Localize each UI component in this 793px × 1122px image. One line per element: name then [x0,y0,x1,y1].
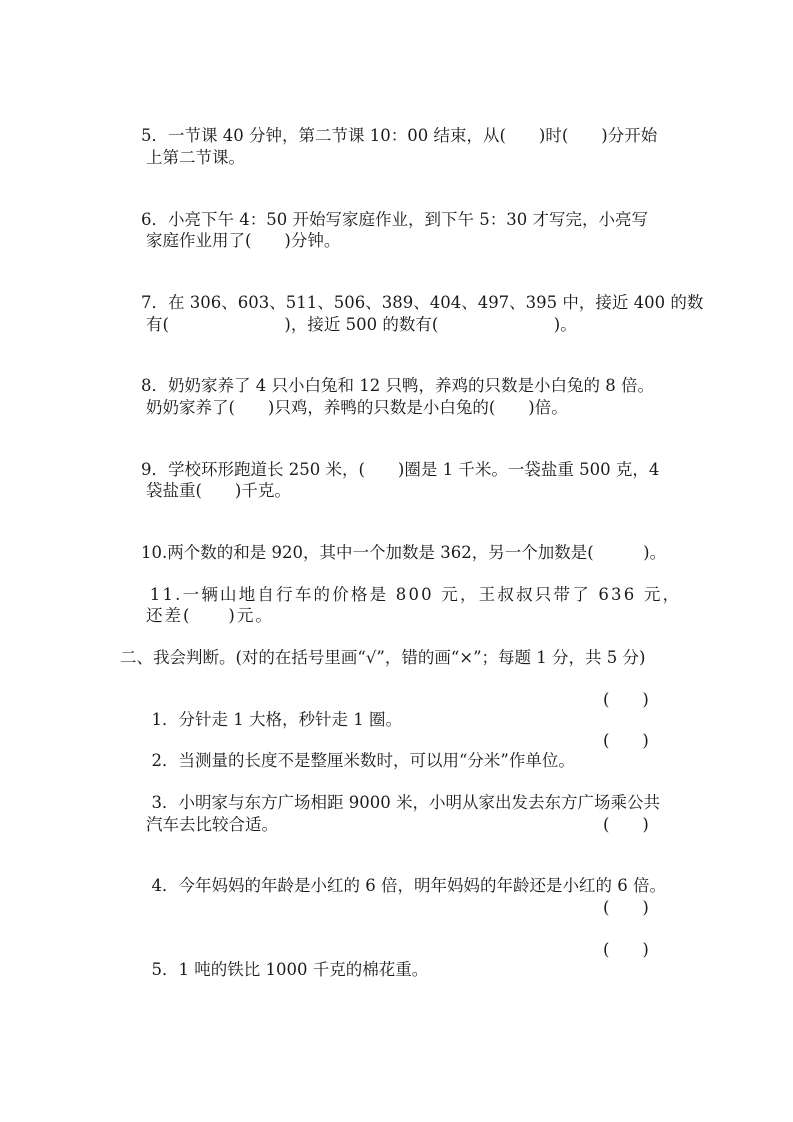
question-text-continued: 家庭作业用了( )分钟。 [146,231,341,250]
question-text: 小明家与东方广场相距 9000 米，小明从家出发去东方广场乘公共 [178,793,660,812]
question-number: 5． [140,126,168,145]
question-text: 在 306、603、511、506、389、404、497、395 中，接近 400 的数 [167,293,704,312]
question-number: 1． [151,710,179,729]
question-text-continued: 袋盐重( )千克。 [146,481,291,500]
question-text: 奶奶家养了 4 只小白兔和 12 只鸭，养鸡的只数是小白兔的 8 倍。 [167,376,654,395]
question-text: 一节课 40 分钟，第二节课 10：00 结束，从( )时( )分开始 [167,126,658,145]
question-text-continued: 上第二节课。 [146,148,245,167]
question-number: 7． [140,293,168,312]
question-text: 两个数的和是 920，其中一个加数是 362，另一个加数是( )。 [167,543,667,562]
question-text: 学校环形跑道长 250 米，( )圈是 1 千米。一袋盐重 500 克，4 [167,460,660,479]
question-number: 11. [149,585,183,604]
answer-box[interactable]: ( ) [603,690,649,709]
question-text-continued: 还差( )元。 [146,606,274,625]
answer-box[interactable]: ( ) [603,731,649,750]
answer-box[interactable]: ( ) [603,815,649,834]
question-text: 今年妈妈的年龄是小红的 6 倍，明年妈妈的年龄还是小红的 6 倍。 [178,876,666,895]
question-number: 6． [140,210,168,229]
question-text-continued: 奶奶家养了( )只鸡，养鸭的只数是小白兔的( )倍。 [146,398,568,417]
question-text: 一辆山地自行车的价格是 800 元，王叔叔只带了 636 元， [182,585,682,604]
question-text-continued: 有( )，接近 500 的数有( )。 [146,315,577,334]
section-heading: 二、我会判断。(对的在括号里画“√”，错的画“×”；每题 1 分，共 5 分) [120,648,646,667]
question-number: 9． [140,460,168,479]
question-number: 3． [151,793,179,812]
question-number: 2． [151,751,179,770]
question-text: 当测量的长度不是整厘米数时，可以用“分米”作单位。 [178,751,575,770]
question-number: 10. [140,543,168,562]
question-text-continued: 汽车去比较合适。 [146,815,278,834]
question-text: 1 吨的铁比 1000 千克的棉花重。 [178,960,429,979]
answer-box[interactable]: ( ) [603,898,649,917]
question-number: 4． [151,876,179,895]
question-number: 8． [140,376,168,395]
question-number: 5． [151,960,179,979]
question-text: 小亮下午 4：50 开始写家庭作业，到下午 5：30 才写完，小亮写 [167,210,648,229]
answer-box[interactable]: ( ) [603,940,649,959]
question-text: 分针走 1 大格，秒针走 1 圈。 [178,710,402,729]
